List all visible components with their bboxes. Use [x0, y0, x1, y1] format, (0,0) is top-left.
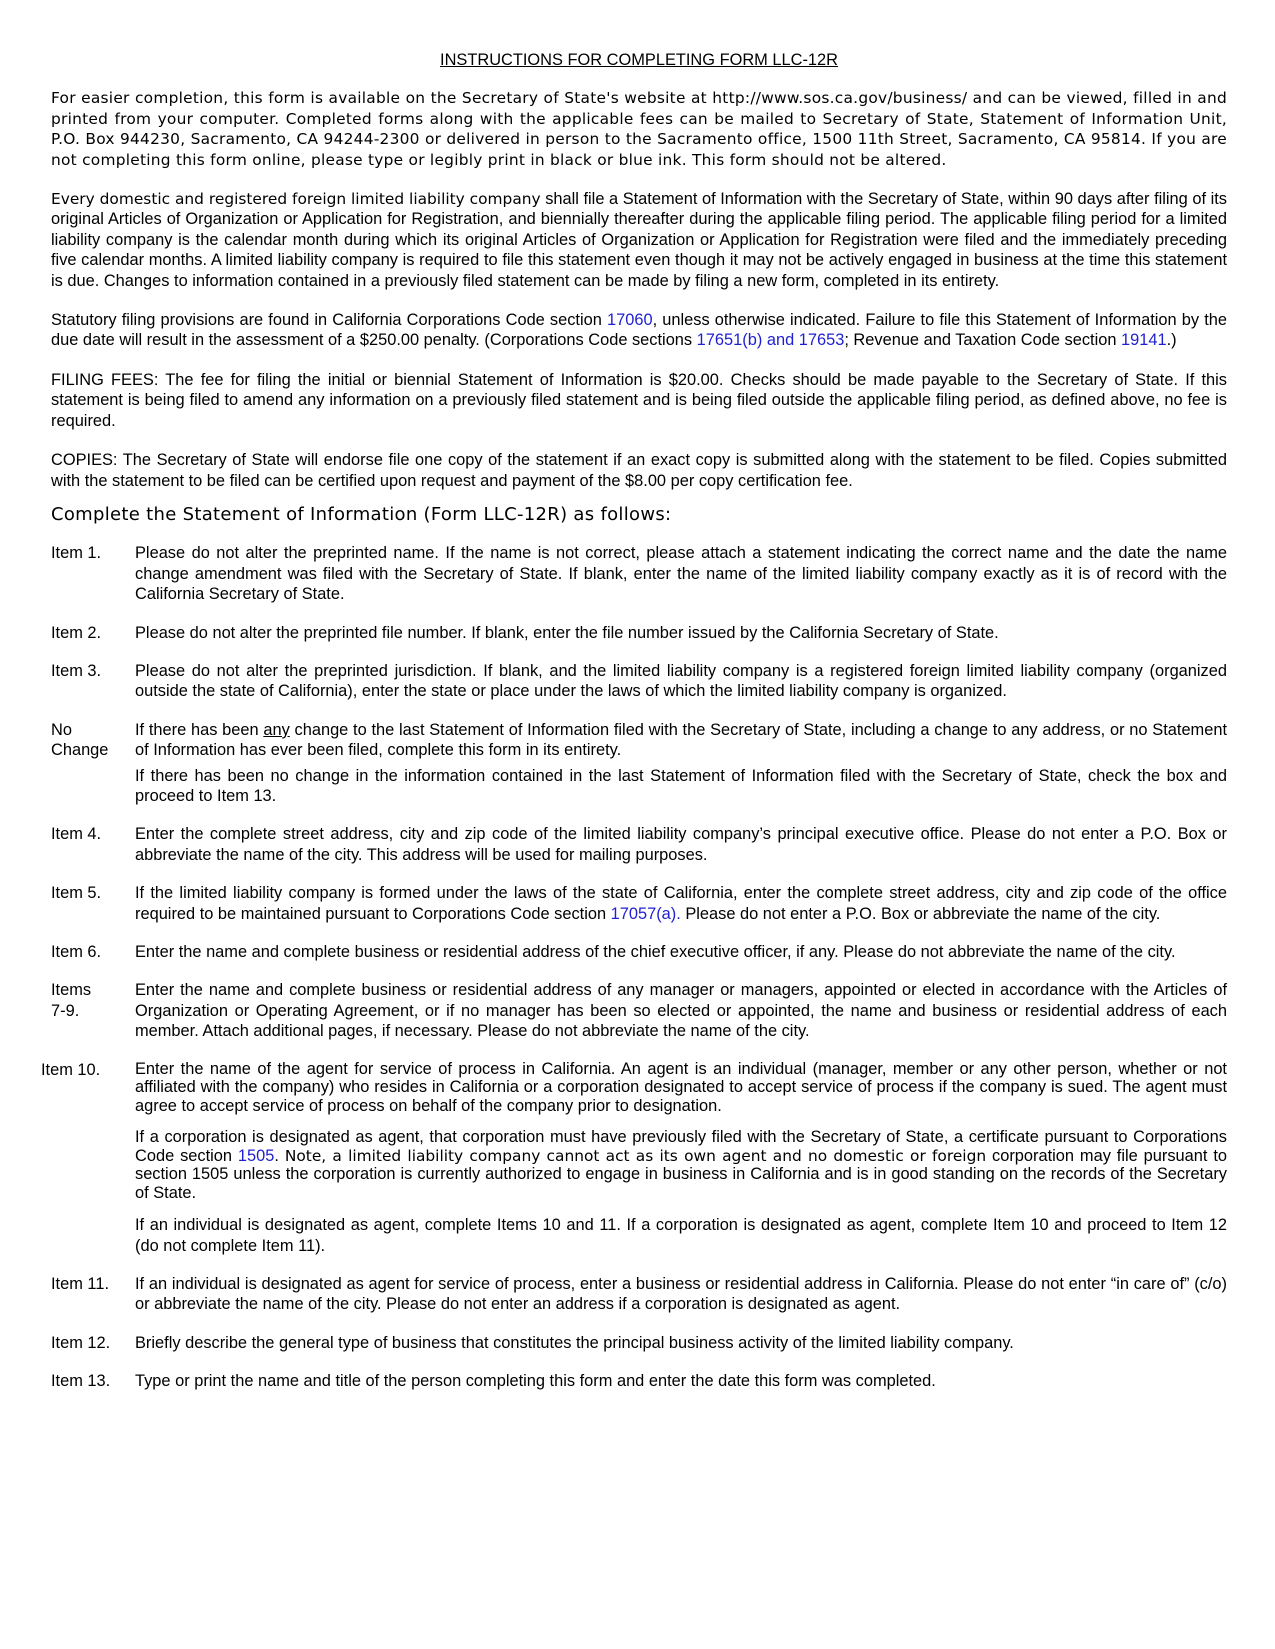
- item-label: Item 1.: [51, 544, 102, 563]
- item-text: Briefly describe the general type of business that constitutes the principal business activity of the limited liability company.: [135, 1333, 1014, 1352]
- statutory-text-2: , unless otherwise indicated. Failure to file this Statement of Information by the due date will result in the assessment of a $250.00 penalty. (Corporations Code sections: [51, 311, 1227, 350]
- item-text-part: Please do not enter a P.O. Box or abbreviate the name of the city.: [680, 904, 1161, 923]
- item-text-part: change to the last Statement of Information filed with the Secretary of State, including a change to any address, or no Statement of Information has ever been filed, complete this form in its entirety.: [135, 720, 1227, 760]
- item-no-change: [51, 720, 1227, 807]
- item-4: [51, 824, 1227, 865]
- statutory-text-3: ; Revenue and Taxation Code section: [844, 331, 1122, 350]
- item-text-part: corporation may file pursuant to section 1505 unless the corporation is currently authorized to engage in business in California and is in good standing on the records of the Secretary of State.: [135, 1146, 1227, 1202]
- item-label: Item 11.: [51, 1274, 109, 1293]
- item-text: If an individual is designated as agent for service of process, enter a business or residential address in California. Please do not enter “in care of” (c/o) or abbreviate the name of the city. Please do not enter an address if a corporation is designated as agent.: [135, 1274, 1227, 1314]
- item-label: Item 13.: [51, 1372, 111, 1391]
- agent-note: Note, a limited liability company cannot act as its own agent and no domestic or foreign: [284, 1146, 987, 1165]
- item-13: [51, 1371, 1227, 1391]
- item-text: If an individual is designated as agent, complete Items 10 and 11. If a corporation is designated as agent, complete Item 10 and proceed to Item 12 (do not complete Item 11).: [135, 1216, 1227, 1255]
- statutory-text-4: .): [1166, 331, 1177, 350]
- item-text: Please do not alter the preprinted file number. If blank, enter the file number issued by the California Secretary of State.: [135, 623, 999, 642]
- item-text: Enter the name of the agent for service of process in California. An agent is an individual (manager, member or any other person, whether or not affiliated with the company) who resides in California or a corporation designated to accept service of process if the company is sued. The agent must agree to accept service of process on behalf of the company prior to designation.: [135, 1059, 1227, 1115]
- item-3: [51, 661, 1227, 702]
- section-heading: Complete the Statement of Information (Form LLC-12R) as follows:: [51, 503, 672, 525]
- statutory-text-1: Statutory filing provisions are found in California Corporations Code section: [51, 311, 607, 330]
- link-17057a[interactable]: 17057(a).: [610, 904, 681, 923]
- item-text-part: If a corporation is designated as agent, that corporation must have previously filed with the Secretary of State, a certificate pursuant to Corporations Code section: [135, 1128, 1227, 1165]
- item-label: Item 2.: [51, 623, 102, 642]
- item-label: Item 4.: [51, 825, 102, 844]
- item-text: If there has been no change in the information contained in the last Statement of Information filed with the Secretary of State, check the box and proceed to Item 13.: [135, 766, 1227, 805]
- item-5: [51, 883, 1227, 924]
- item-text: [135, 720, 1227, 761]
- item-1: [51, 543, 1227, 604]
- link-17651-17653[interactable]: 17651(b) and 17653: [696, 331, 845, 350]
- item-11: [51, 1274, 1227, 1315]
- item-6: [51, 942, 1227, 962]
- item-text: [135, 883, 1227, 924]
- item-label: Item 12.: [51, 1333, 111, 1352]
- item-text: Please do not alter the preprinted jurisdiction. If blank, and the limited liability company is a registered foreign limited liability company (organized outside the state of California), enter the state or place under the laws of which the limited liability company is organized.: [135, 661, 1227, 701]
- item-text: Enter the complete street address, city and zip code of the limited liability company’s principal executive office. Please do not enter a P.O. Box or abbreviate the name of the city. This address will be used for mailing purposes.: [135, 825, 1227, 864]
- instructions-page: [41, 50, 1227, 1410]
- item-10: [41, 1059, 1227, 1256]
- link-19141[interactable]: 19141: [1121, 331, 1167, 350]
- item-label: Item 3.: [51, 661, 102, 680]
- filing-requirement-lead: Every domestic and registered foreign limited liability company: [51, 190, 541, 209]
- item-text: Please do not alter the preprinted name. If the name is not correct, please attach a statement indicating the correct name and the date the name change amendment was filed with the Secretary of State. If blank, enter the name of the limited liability company exactly as it is of record with the California Secretary of State.: [135, 544, 1227, 604]
- item-text: Enter the name and complete business or residential address of any manager or managers, appointed or elected in accordance with the Articles of Organization or Operating Agreement, or if no manager has been so elected or appointed, the name and business or residential address of each member. Attach additional pages, if necessary. Please do not abbreviate the name of the city.: [135, 981, 1227, 1041]
- filing-requirement-text: shall file a Statement of Information with the Secretary of State, within 90 days after filing of its original Articles of Organization or Application for Registration, and biennially thereafter during the applicable filing period. The applicable filing period for a limited liability company is the calendar month during which its original Articles of Organization or Application for Registration were filed and the immediately preceding five calendar months. A limited liability company is required to file this statement even though it may not be actively engaged in business at the time this statement is due. Changes to information contained in a previously filed statement can be made by filing a new form, completed in its entirety.: [51, 190, 1227, 290]
- item-text-part: .: [274, 1146, 285, 1165]
- item-label: Items 7-9.: [51, 981, 92, 1020]
- underlined-word: any: [263, 720, 290, 739]
- item-text: Type or print the name and title of the person completing this form and enter the date this form was completed.: [135, 1372, 936, 1391]
- link-17060[interactable]: 17060: [606, 311, 653, 330]
- item-label: Item 5.: [51, 884, 102, 903]
- filing-requirement-paragraph: [51, 189, 1227, 291]
- item-text-part: If the limited liability company is formed under the laws of the state of California, enter the complete street address, city and zip code of the office required to be maintained pursuant to Corporations Code section: [135, 884, 1227, 923]
- page-title: INSTRUCTIONS FOR COMPLETING FORM LLC-12R: [440, 51, 838, 69]
- item-text: Enter the name and complete business or residential address of the chief executive officer, if any. Please do not abbreviate the name of the city.: [135, 943, 1176, 961]
- statutory-paragraph: [51, 310, 1227, 351]
- items-7-9: [51, 980, 1227, 1041]
- item-text: [135, 1128, 1227, 1202]
- link-1505[interactable]: 1505: [237, 1146, 275, 1165]
- item-body: [135, 1060, 1227, 1256]
- copies-paragraph: COPIES: The Secretary of State will endorse file one copy of the statement if an exact copy is submitted along with the statement to be filed. Copies submitted with the statement to be filed can be certified upon request and payment of the $8.00 per copy certification fee.: [51, 451, 1227, 490]
- item-label: Item 6.: [51, 943, 102, 961]
- item-text-part: If there has been: [135, 720, 264, 739]
- filing-fees-paragraph: FILING FEES: The fee for filing the initial or biennial Statement of Information is $20.00. Checks should be made payable to the Secretary of State. If this statement is being filed to amend any information on a previously filed statement and is being filed outside the applicable filing period, as defined above, no fee is required.: [51, 370, 1227, 430]
- item-2: [51, 623, 1227, 643]
- item-12: [51, 1333, 1227, 1353]
- intro-paragraph: For easier completion, this form is available on the Secretary of State's website at http://www.sos.ca.gov/business/ and can be viewed, filled in and printed from your computer. Completed forms along with the applicable fees can be mailed to Secretary of State, Statement of Information Unit, P.O. Box 944230, Sacramento, CA 94244-2300 or delivered in person to the Sacramento office, 1500 11th Street, Sacramento, CA 95814. If you are not completing this form online, please type or legibly print in black or blue ink. This form should not be altered.: [51, 89, 1227, 169]
- item-body: [135, 720, 1227, 807]
- item-label: No Change: [51, 720, 109, 760]
- item-label: Item 10.: [41, 1060, 101, 1079]
